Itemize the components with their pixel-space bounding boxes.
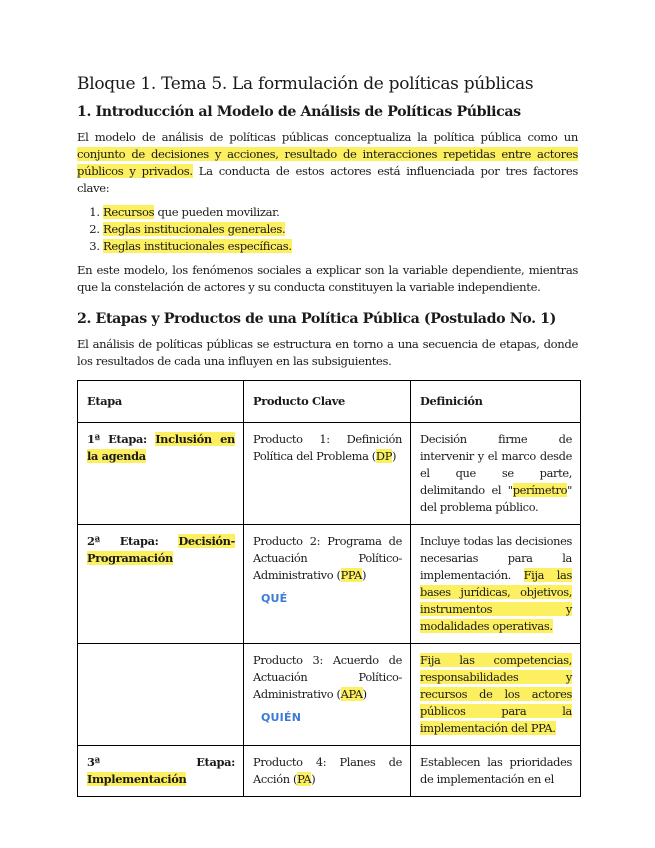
section-2-heading: 2. Etapas y Productos de una Política Pública (Postulado No. 1) [77, 311, 556, 327]
highlighted-text: Decisión-Programación [87, 534, 235, 565]
stage-cell: 1ª Etapa: Inclusión en la agenda [78, 423, 244, 525]
highlighted-text: Reglas institucionales generales. [103, 222, 286, 236]
stage-cell: 2ª Etapa: Decisión-Programación [78, 525, 244, 644]
table-row [78, 423, 581, 525]
document-content [77, 74, 578, 797]
highlighted-text: conjunto de decisiones y acciones, resultado de interacciones repetidas entre actores públicos y privados. [77, 147, 578, 178]
column-header-producto: Producto Clave [244, 381, 411, 423]
highlighted-text: Recursos [103, 205, 155, 219]
section-1-heading: 1. Introducción al Modelo de Análisis de Políticas Públicas [77, 104, 521, 120]
highlighted-text: perímetro [512, 483, 568, 497]
list-item: 1. Recursos que pueden movilizar. [103, 204, 578, 221]
stage-cell-empty [78, 644, 244, 746]
product-cell: Producto 1: Definición Política del Problema (DP) [244, 423, 411, 525]
definition-cell: Decisión firme de intervenir y el marco desde el que se parte, delimitando el "perímetro" del problema público. [411, 423, 581, 525]
table-row [78, 644, 581, 746]
section-2-paragraph-1: El análisis de políticas públicas se estructura en torno a una secuencia de etapas, donde los resultados de cada una influyen en las subsiguientes. [77, 337, 578, 368]
highlighted-text: PA [297, 772, 312, 786]
definition-cell [411, 644, 581, 746]
highlighted-text: APA [340, 687, 363, 701]
table-row [78, 525, 581, 644]
highlighted-text: Inclusión en la agenda [87, 432, 235, 463]
page-title: Bloque 1. Tema 5. La formulación de políticas públicas [77, 74, 534, 94]
factors-list [77, 204, 578, 255]
list-item [103, 221, 578, 238]
section-1-paragraph-2: En este modelo, los fenómenos sociales a explicar son la variable dependiente, mientras que la constelación de actores y su conducta constituyen la variable independiente. [77, 263, 578, 294]
definition-cell: Establecen las prioridades de implementación en el [411, 746, 581, 797]
highlighted-text: Implementación [87, 772, 187, 786]
stage-cell: 3ª Etapa: Implementación [78, 746, 244, 797]
que-tag: QUÉ [261, 592, 288, 605]
highlighted-text: Fija las bases jurídicas, objetivos, instrumentos y modalidades operativas. [420, 568, 572, 633]
highlighted-text: DP [375, 449, 393, 463]
definition-cell: Incluye todas las decisiones necesarias para la implementación. Fija las bases jurídicas, objetivos, instrumentos y modalidades operativas. [411, 525, 581, 644]
highlighted-text: PPA [340, 568, 363, 582]
column-header-definicion: Definición [411, 381, 581, 423]
highlighted-text: Reglas institucionales específicas. [103, 239, 292, 253]
quien-tag: QUIÉN [261, 711, 302, 724]
list-item [103, 238, 578, 255]
table-row [78, 746, 581, 797]
product-cell: Producto 3: Acuerdo de Actuación Político-Administrativo (APA) QUIÉN [244, 644, 411, 746]
table-header-row [78, 381, 581, 423]
product-cell: Producto 4: Planes de Acción (PA) [244, 746, 411, 797]
stages-table [77, 380, 581, 797]
highlighted-text: Fija las competencias, responsabilidades y recursos de los actores públicos para la implementación del PPA. [420, 653, 572, 735]
product-cell: Producto 2: Programa de Actuación Político-Administrativo (PPA) QUÉ [244, 525, 411, 644]
column-header-etapa: Etapa [78, 381, 244, 423]
section-1-paragraph-1: El modelo de análisis de políticas públicas conceptualiza la política pública como un conjunto de decisiones y acciones, resultado de interacciones repetidas entre actores públicos y privados. La conducta de estos actores está influenciada por tres factores clave: [77, 130, 578, 195]
